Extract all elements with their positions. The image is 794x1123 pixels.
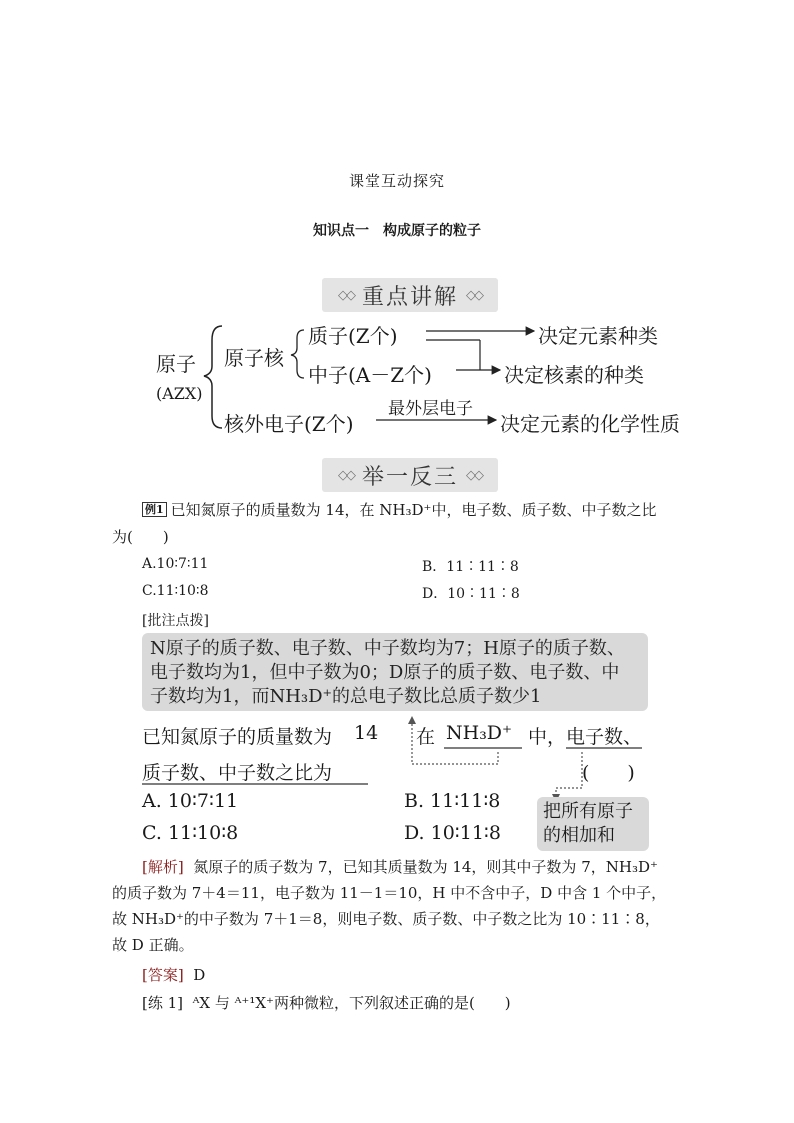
copy-line1-formula: NH₃D⁺ <box>446 722 513 744</box>
section-subtitle: 知识点一 构成原子的粒子 <box>313 223 481 239</box>
diamond-deco-icon: ◇◇ <box>337 467 354 483</box>
example-badge: 例1 <box>142 502 167 517</box>
note-line: N原子的质子数、电子数、中子数均为7；H原子的质子数、 <box>150 638 625 659</box>
atom-structure-diagram <box>150 318 710 438</box>
copy-line2-paren: ( ) <box>582 762 635 784</box>
option-c: C.11∶10∶8 <box>142 583 209 599</box>
example-question-line1 <box>142 497 702 523</box>
answer-value: D <box>193 966 206 984</box>
atom-label: 原子 <box>156 352 196 376</box>
option-b: B．11∶11∶8 <box>422 559 519 575</box>
proton-label: 质子(Z个) <box>308 324 398 348</box>
note-line: 子数均为1，而NH₃D⁺的总电子数比总质子数少1 <box>150 686 542 707</box>
diamond-deco-icon: ◇◇ <box>337 287 354 303</box>
examples-banner <box>322 458 498 492</box>
chemical-property-label: 决定元素的化学性质 <box>500 412 680 436</box>
analysis-text: 氮原子的质子数为 7，已知其质量数为 14，则其中子数为 7，NH₃D⁺ <box>193 858 658 876</box>
copy-option-a: A. 10∶7∶11 <box>142 790 239 812</box>
nucleus-label: 原子核 <box>224 346 284 370</box>
practice-line <box>142 990 511 1016</box>
copy-line1-text: 已知氮原子的质量数为 <box>142 726 333 748</box>
key-points-banner <box>322 278 498 312</box>
option-a: A.10∶7∶11 <box>142 556 209 572</box>
diamond-deco-icon: ◇◇ <box>466 287 482 303</box>
copy-option-c: C. 11∶10∶8 <box>142 822 239 844</box>
answer-label: [答案] <box>142 966 184 984</box>
copy-line1-number: 14 <box>354 722 379 744</box>
analysis-line4: 故 D 正确。 <box>112 936 194 954</box>
analysis-label: [解析] <box>142 858 184 876</box>
element-species-label: 决定元素种类 <box>538 324 658 348</box>
example-question-text: 已知氮原子的质量数为 14，在 NH₃D⁺中，电子数、质子数、中子数之比 <box>170 501 657 519</box>
page-title: 课堂互动探究 <box>348 172 445 190</box>
sum-callout: 把所有原子的相加和 <box>537 797 649 851</box>
note-line: 电子数均为1，但中子数为0；D原子的质子数、电子数、中 <box>150 662 620 683</box>
copy-option-b: B. 11∶11∶8 <box>404 790 501 812</box>
copy-line1-middle: 中， <box>528 726 567 748</box>
practice-label: [练 1] <box>142 994 184 1012</box>
copy-option-d: D. 10∶11∶8 <box>404 822 501 844</box>
analysis-line1 <box>142 854 658 880</box>
example-question-line2: 为( ) <box>112 528 169 546</box>
key-points-banner-text: 重点讲解 <box>361 284 458 310</box>
analysis-line3: 故 NH₃D⁺的中子数为 7＋1＝8，则电子数、质子数、中子数之比为 10∶11∶8， <box>112 910 660 928</box>
annotation-label: [批注点拨] <box>142 613 209 629</box>
answer-line <box>142 962 205 988</box>
option-d: D．10∶11∶8 <box>422 586 520 602</box>
copy-line1-electrons: 电子数、 <box>566 726 643 748</box>
copy-line2: 质子数、中子数之比为 <box>142 762 333 784</box>
analysis-line2: 的质子数为 7＋4＝11，电子数为 11－1＝10，H 中不含中子，D 中含 1 个中子， <box>112 884 667 902</box>
examples-banner-text: 举一反三 <box>361 464 458 490</box>
annotation-note <box>142 633 648 711</box>
electron-label: 核外电子(Z个) <box>224 412 354 436</box>
atom-symbol: (AZX) <box>156 384 203 403</box>
practice-text: ᴬX 与 ᴬ⁺¹X⁺两种微粒，下列叙述正确的是( ) <box>192 994 511 1012</box>
nuclide-species-label: 决定核素的种类 <box>504 363 644 387</box>
diamond-deco-icon: ◇◇ <box>466 467 482 483</box>
outer-electron-label: 最外层电子 <box>388 399 473 419</box>
copy-line1-in: 在 <box>416 726 436 748</box>
neutron-label: 中子(A－Z个) <box>308 363 432 387</box>
